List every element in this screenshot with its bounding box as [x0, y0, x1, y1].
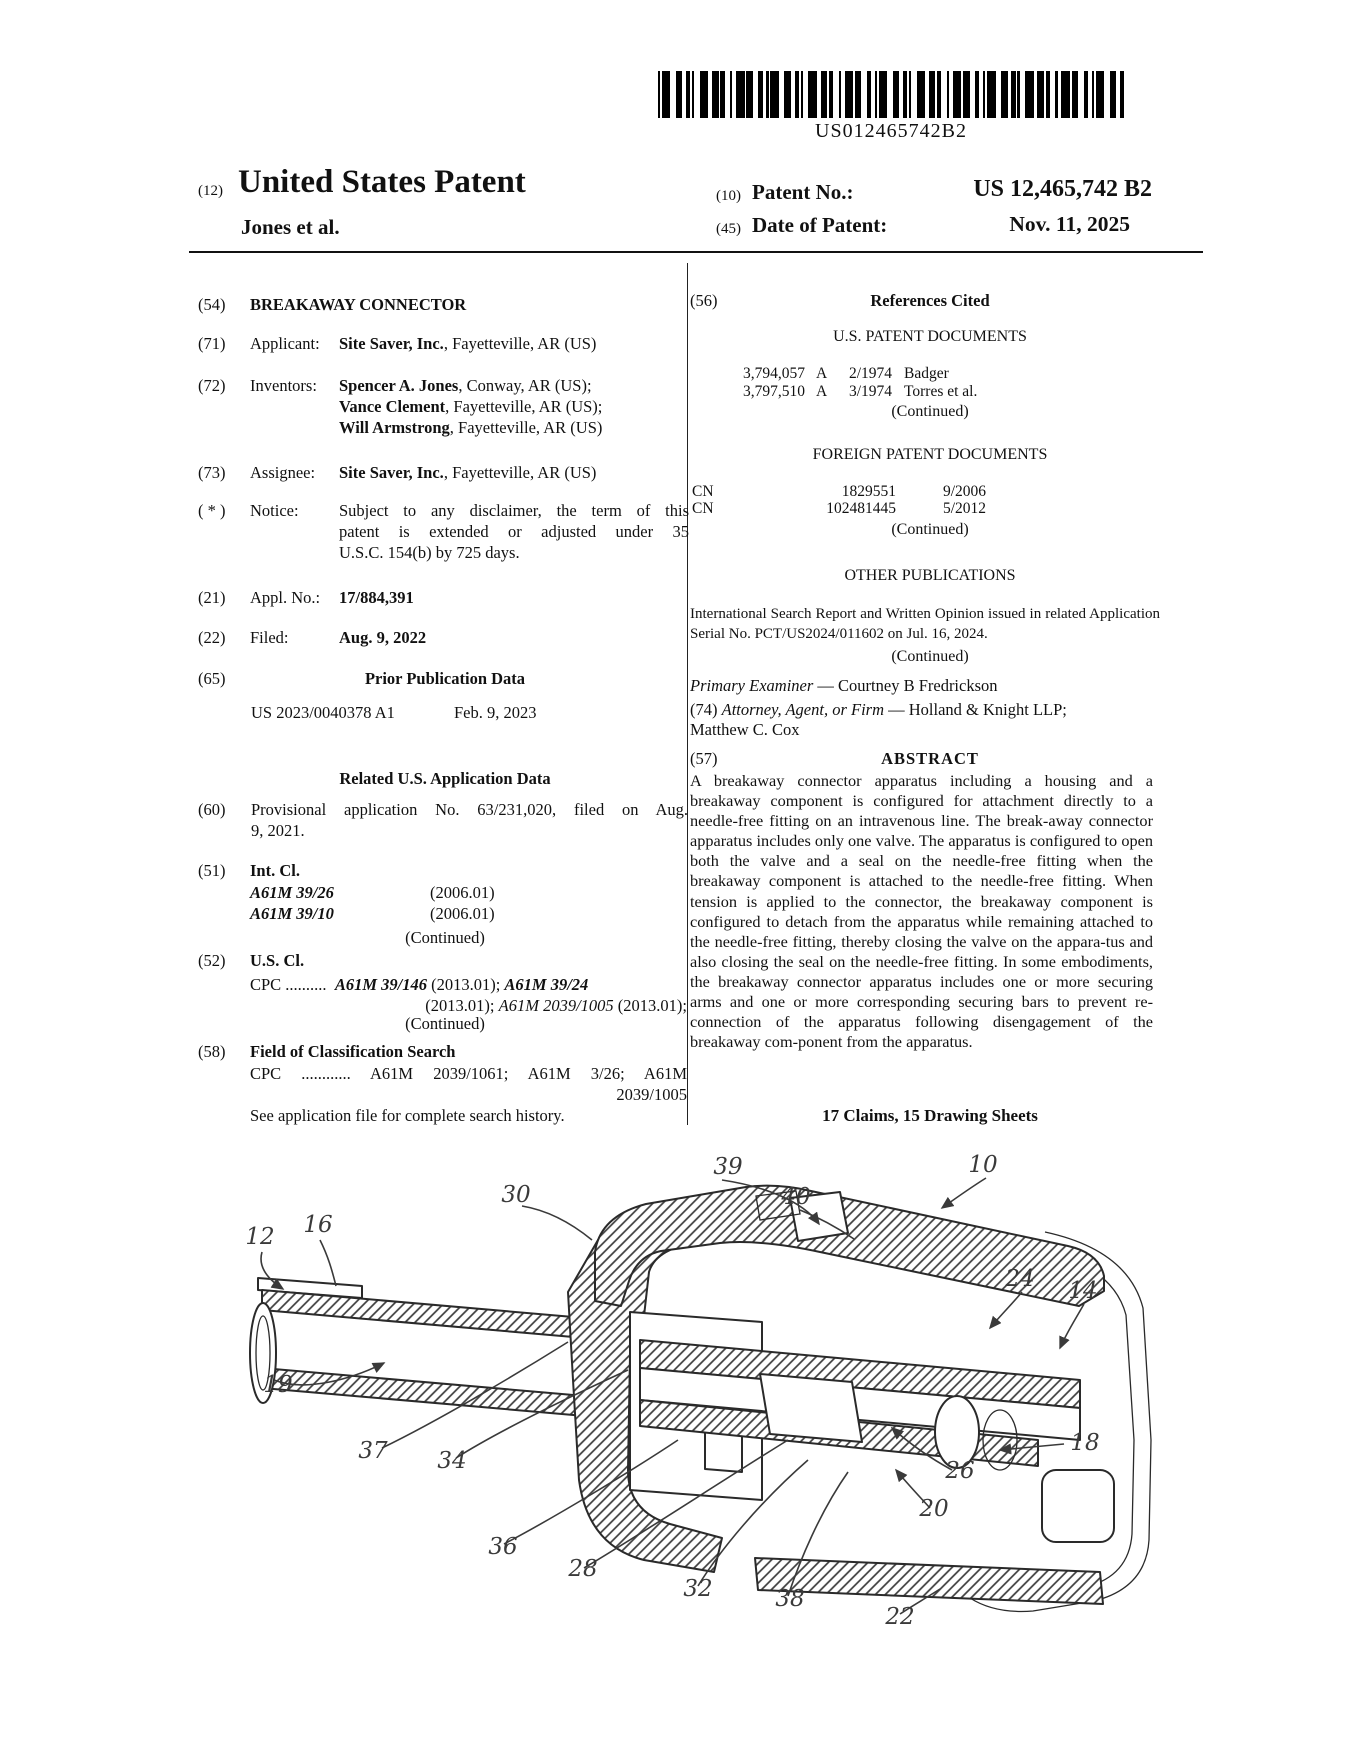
- barcode-text: US012465742B2: [815, 120, 967, 142]
- claims-sheets-line: 17 Claims, 15 Drawing Sheets: [822, 1106, 1038, 1125]
- us-doc-kind: A: [816, 383, 828, 400]
- foreign-country: CN: [692, 483, 714, 500]
- field-52-number: (52): [198, 951, 226, 970]
- figure-ref-34: 34: [437, 1448, 467, 1474]
- inventors-label: Inventors:: [250, 376, 317, 395]
- figure-ref-40: 40: [781, 1184, 811, 1210]
- figure-ref-26: 26: [945, 1458, 975, 1484]
- appl-no-label: Appl. No.:: [250, 588, 321, 607]
- cpc-version: (2013.01);: [613, 996, 687, 1015]
- field-71-number: (71): [198, 334, 226, 353]
- other-publications-heading: OTHER PUBLICATIONS: [844, 567, 1016, 584]
- related-data-line: Provisional application No. 63/231,020, filed on Aug.: [251, 800, 688, 819]
- continued-note: (Continued): [891, 648, 969, 665]
- field-22-number: (22): [198, 628, 226, 647]
- us-doc-date: 2/1974: [848, 365, 892, 382]
- assignee-name: Site Saver, Inc.: [339, 463, 444, 482]
- attorney-name: Matthew C. Cox: [690, 720, 800, 739]
- figure-ref-39: 39: [713, 1154, 743, 1180]
- inventor-row: [339, 375, 592, 396]
- cpc-code: A61M 2039/1005: [498, 996, 614, 1015]
- figure-ref-38: 38: [775, 1586, 805, 1612]
- assignee-value: [339, 462, 596, 483]
- figure-ref-36: 36: [488, 1534, 518, 1560]
- abstract-text: A breakaway connector apparatus including a housing and a breakaway component is configured for attachment directly to a needle-free fitting on an intravenous line. The break-away connector apparatus includes only one valve. The apparatus is configured to open both the valve and a seal on the needle-free fitting when the breakaway component is attached to the needle-free fitting. When tension is applied to the connector, the breakaway component is configured to detach from the apparatus while remaining attached to the needle-free fitting, thereby closing the valve on the appara-tus and also closing the seal on the needle-free fitting. In some embodiments, the breakaway connector apparatus includes one or more securing arms and one or more corresponding securing bars to prevent re-connection of the apparatus following disengagement of the breakaway com-ponent from the apparatus.: [690, 771, 1153, 1052]
- inventor-location: , Conway, AR (US);: [458, 376, 592, 395]
- date-of-patent-label: Date of Patent:: [752, 213, 888, 237]
- notice-label: Notice:: [250, 501, 299, 520]
- primary-examiner-line: [690, 675, 998, 696]
- attorney-line: [690, 699, 1067, 720]
- us-doc-name: Badger: [904, 365, 949, 382]
- prior-publication-heading: Prior Publication Data: [364, 669, 526, 688]
- us-cl-cpc-line: [250, 974, 588, 995]
- filed-label: Filed:: [250, 628, 289, 647]
- notice-line: U.S.C. 154(b) by 725 days.: [339, 543, 520, 562]
- header-rule: [189, 251, 1203, 253]
- applicant-value: [339, 333, 596, 354]
- inventor-name: Vance Clement: [339, 397, 446, 416]
- cpc-version: (2013.01);: [425, 996, 499, 1015]
- figure-ref-12: 12: [245, 1224, 275, 1250]
- inventor-row: [339, 396, 602, 417]
- us-doc-number: 3,794,057: [743, 365, 805, 382]
- page-title: United States Patent: [238, 164, 526, 200]
- foreign-country: CN: [692, 500, 714, 517]
- continued-note: (Continued): [405, 928, 485, 947]
- appl-no-value: 17/884,391: [339, 588, 414, 607]
- patent-drawing: [200, 1140, 1160, 1645]
- cpc-version: (2013.01);: [426, 975, 505, 994]
- us-patent-documents-heading: U.S. PATENT DOCUMENTS: [833, 328, 1027, 345]
- us-doc-number: 3,797,510: [743, 383, 805, 400]
- field-60-number: (60): [198, 800, 226, 819]
- us-doc-kind: A: [816, 365, 828, 382]
- foreign-date: 5/2012: [942, 500, 986, 517]
- figure-ref-24: 24: [1005, 1266, 1035, 1292]
- inventor-location: , Fayetteville, AR (US): [449, 418, 603, 437]
- attorney-firm: — Holland & Knight LLP;: [884, 700, 1067, 719]
- figure-ref-37: 37: [358, 1438, 388, 1464]
- search-history-note: See application file for complete search history.: [250, 1106, 565, 1125]
- foreign-documents-heading: FOREIGN PATENT DOCUMENTS: [812, 446, 1048, 463]
- figure-ref-28: 28: [568, 1556, 598, 1582]
- foreign-number: 1829551: [841, 483, 896, 500]
- inventor-location: , Fayetteville, AR (US);: [445, 397, 603, 416]
- date-of-patent-value: Nov. 11, 2025: [1009, 212, 1130, 236]
- continued-note: (Continued): [405, 1014, 485, 1033]
- patent-no-field-number: (10): [716, 188, 741, 204]
- assignee-label: Assignee:: [250, 463, 316, 482]
- inventor-short-line: Jones et al.: [241, 215, 340, 239]
- applicant-label: Applicant:: [250, 334, 320, 353]
- attorney-label: Attorney, Agent, or Firm: [721, 700, 885, 719]
- inventor-name: Spencer A. Jones: [339, 376, 459, 395]
- figure-ref-30: 30: [501, 1182, 531, 1208]
- references-cited-heading: References Cited: [870, 291, 990, 310]
- patent-no-value: US 12,465,742 B2: [973, 176, 1152, 202]
- barcode: [658, 71, 1124, 118]
- prior-publication-number: US 2023/0040378 A1: [251, 703, 395, 722]
- field-58-number: (58): [198, 1042, 226, 1061]
- figure-ref-22: 22: [885, 1604, 915, 1630]
- inventor-row: [339, 417, 602, 438]
- notice-line: patent is extended or adjusted under 35: [339, 522, 689, 541]
- field-of-search-label: Field of Classification Search: [250, 1042, 456, 1061]
- foreign-date: 9/2006: [942, 483, 986, 500]
- date-field-number: (45): [716, 221, 741, 237]
- int-cl-version: (2006.01): [430, 883, 495, 902]
- figure-ref-14: 14: [1068, 1278, 1098, 1304]
- assignee-location: , Fayetteville, AR (US): [443, 463, 597, 482]
- field-51-number: (51): [198, 861, 226, 880]
- field-73-number: (73): [198, 463, 226, 482]
- us-doc-name: Torres et al.: [904, 383, 978, 400]
- figure-ref-19: 19: [263, 1372, 293, 1398]
- invention-title: BREAKAWAY CONNECTOR: [250, 295, 467, 314]
- field-21-number: (21): [198, 588, 226, 607]
- continued-note: (Continued): [891, 521, 969, 538]
- related-data-heading: Related U.S. Application Data: [339, 769, 551, 788]
- connector-cutaway-drawing: [250, 1178, 1151, 1614]
- notice-asterisk: ( * ): [198, 501, 226, 520]
- inventor-name: Will Armstrong: [339, 418, 450, 437]
- patent-no-label: Patent No.:: [752, 180, 854, 204]
- field-74-number: (74): [690, 700, 722, 719]
- field-65-number: (65): [198, 669, 226, 688]
- filed-value: Aug. 9, 2022: [339, 628, 427, 647]
- field-72-number: (72): [198, 376, 226, 395]
- int-cl-label: Int. Cl.: [250, 861, 300, 880]
- continued-note: (Continued): [891, 403, 969, 420]
- field-of-search-line: CPC ............ A61M 2039/1061; A61M 3/26; A61M: [250, 1064, 687, 1083]
- related-data-line: 9, 2021.: [251, 821, 305, 840]
- primary-examiner-label: Primary Examiner: [690, 676, 814, 695]
- field-of-search-line: 2039/1005: [616, 1085, 687, 1104]
- figure-ref-18: 18: [1070, 1430, 1100, 1456]
- other-publications-text: International Search Report and Written Opinion issued in related Application Serial No. PCT/US2024/011602 on Jul. 16, 2024.: [690, 606, 1160, 642]
- figure-ref-20: 20: [919, 1496, 949, 1522]
- kind-code-number: (12): [198, 183, 223, 199]
- us-cl-label: U.S. Cl.: [250, 951, 305, 970]
- applicant-location: , Fayetteville, AR (US): [443, 334, 597, 353]
- notice-line: Subject to any disclaimer, the term of this: [339, 501, 689, 520]
- abstract-heading: ABSTRACT: [881, 749, 979, 768]
- cpc-code: A61M 39/24: [504, 975, 589, 994]
- prior-publication-date: Feb. 9, 2023: [454, 703, 537, 722]
- foreign-number: 102481445: [826, 500, 896, 517]
- primary-examiner-name: — Courtney B Fredrickson: [813, 676, 998, 695]
- figure-ref-10: 10: [968, 1152, 998, 1178]
- field-57-number: (57): [690, 749, 718, 768]
- int-cl-version: (2006.01): [430, 904, 495, 923]
- field-54-number: (54): [198, 295, 226, 314]
- figure-ref-32: 32: [683, 1576, 713, 1602]
- applicant-name: Site Saver, Inc.: [339, 334, 444, 353]
- field-56-number: (56): [690, 291, 718, 310]
- cpc-code: A61M 39/146: [334, 975, 427, 994]
- cpc-prefix: CPC ..........: [250, 975, 327, 994]
- us-doc-date: 3/1974: [848, 383, 892, 400]
- int-cl-code: A61M 39/10: [250, 904, 334, 923]
- figure-ref-16: 16: [303, 1212, 333, 1238]
- int-cl-code: A61M 39/26: [250, 883, 334, 902]
- column-divider: [687, 263, 688, 1125]
